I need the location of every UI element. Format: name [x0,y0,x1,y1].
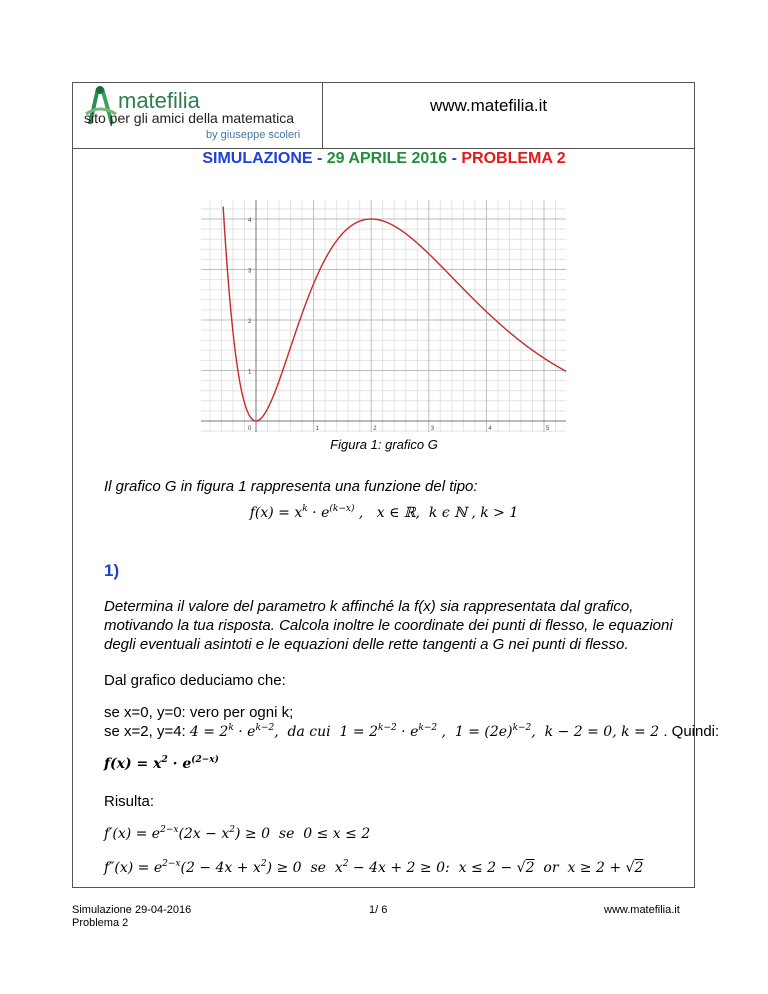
result-function: $f(x) = x^2 \cdot e^{(2-x)}$ [104,755,219,772]
task-line-1: Determina il valore del parametro k affinché la f(x) sia rappresentata dal grafico, [104,598,634,615]
title-date: 29 APRILE 2016 [326,150,452,167]
y-tick-label: 4 [248,218,252,224]
deduce-text: Dal grafico deduciamo che: [104,672,286,689]
y-tick-label: 1 [248,369,252,376]
svg-text:matefilia: matefilia [118,88,200,113]
footer-site: www.matefilia.it [604,904,680,916]
footer-left [72,904,191,930]
x-tick-label: 0 [248,426,252,432]
svg-text:sito per gli amici della matem: sito per gli amici della matematica [84,110,295,126]
document-title [0,150,768,168]
case-2 [104,722,719,742]
site-url[interactable]: www.matefilia.it [430,96,548,115]
footer-left-line1: Simulazione 29-04-2016 [72,904,192,916]
x-tick-label: 2 [373,426,377,432]
risulta-label: Risulta: [104,793,155,810]
task-line-3: degli eventuali asintoti e le equazioni delle rette tangenti a G nei punti di flesso. [104,636,629,653]
intro-text: Il grafico G in figura 1 rappresenta una funzione del tipo: [104,478,478,495]
function-graph [201,200,566,437]
case-2-math: $4 = 2^k \cdot e^{k-2}$, da cui $1 = 2^{k-2} \cdot e^{k-2}$ , $1 = (2e)^{k-2}$, k − 2 = 0, k = 2 [189,723,660,740]
title-problem: PROBLEMA 2 [461,150,566,167]
function-definition: $f(x) = x^k \cdot e^{(k-x)}$ , x ∈ ℝ, k ϵ ℕ , k > 1 [249,504,519,521]
footer-page-number: 1/ 6 [369,904,388,916]
y-tick-label: 2 [248,319,252,325]
x-tick-label: 5 [546,426,550,432]
section-heading: 1) [104,561,120,580]
case-1: se x=0, y=0: vero per ogni k; [104,704,294,721]
svg-text:by giuseppe scoleri: by giuseppe scoleri [206,129,301,141]
header-divider [72,148,695,149]
x-tick-label: 1 [315,426,319,432]
x-tick-label: 3 [430,426,435,432]
title-part1: SIMULAZIONE - [202,150,327,167]
title-dash: - [451,150,462,167]
case-2-text: se x=2, y=4: [104,723,186,740]
case-2-end: . Quindi: [663,723,720,740]
second-derivative: $f''(x) = e^{2-x}(2 - 4x + x^2) \ge 0$ se $x^2 - 4x + 2 \ge 0$: x ≤ 2 − √2 or x ≥ 2 + √2 [104,859,644,876]
task-line-2: motivando la tua risposta. Calcola inoltre le coordinate dei punti di flesso, le equazioni [104,617,673,634]
y-tick-label: 3 [248,268,252,275]
first-derivative: $f'(x) = e^{2-x}(2x - x^2) \ge 0$ se 0 ≤ x ≤ 2 [104,825,371,842]
footer-left-line2: Problema 2 [72,917,129,929]
x-tick-label: 4 [488,426,492,432]
figure-caption: Figura 1: grafico G [330,437,438,452]
header-vertical-divider [322,82,323,149]
matefilia-logo [78,84,318,146]
